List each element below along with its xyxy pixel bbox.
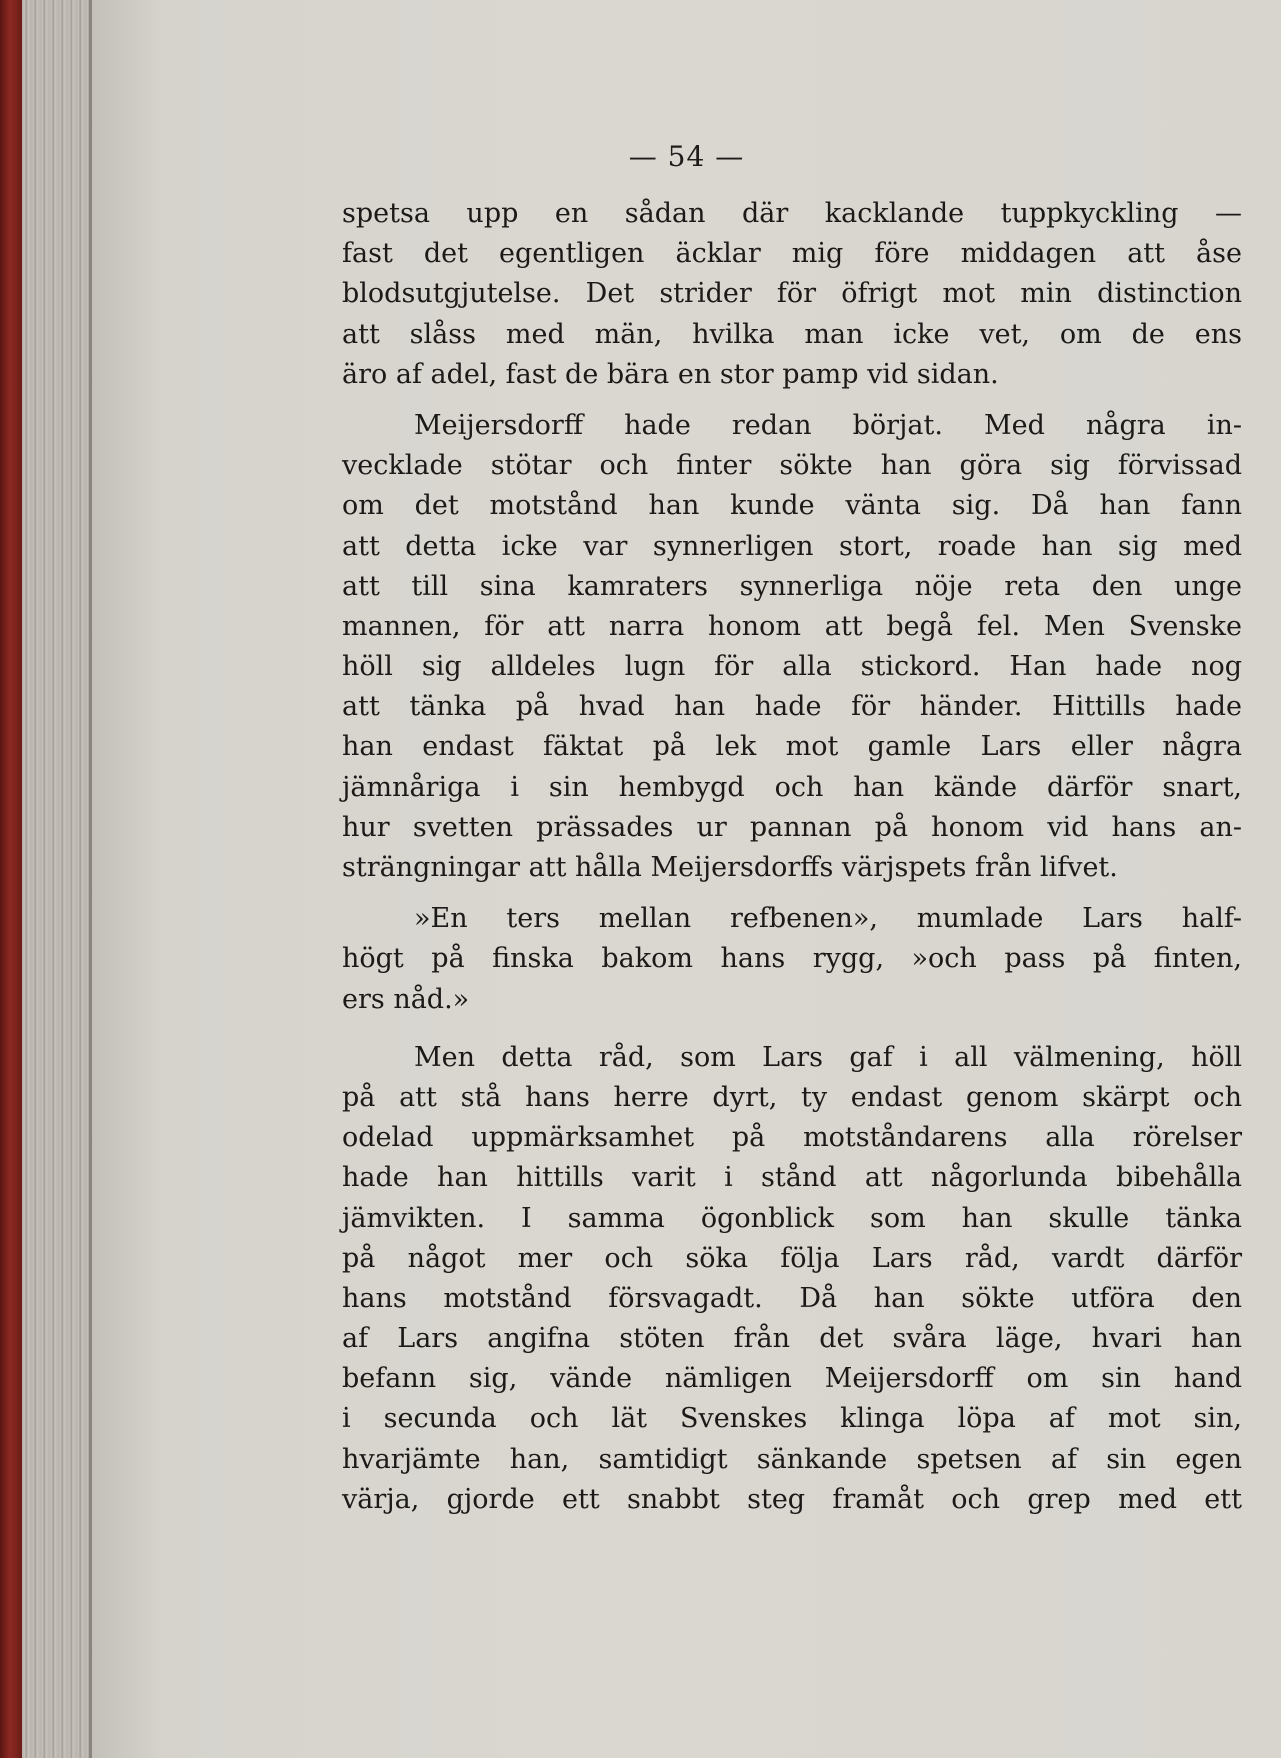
text-line: i secunda och lät Svenskes klinga löpa af mot sin, [342,1403,1242,1435]
paragraph [342,406,1242,888]
text-line: högt på finska bakom hans rygg, »och pass på finten, [342,943,1242,975]
text-line: »En ters mellan refbenen», mumlade Lars half- [414,903,1242,935]
text-line: strängningar att hålla Meijersdorffs värjspets från lifvet. [342,852,1118,883]
text-line: af Lars angifna stöten från det svåra läge, hvari han [342,1323,1242,1355]
text-line: mannen, för att narra honom att begå fel. Men Svenske [342,610,1242,642]
paragraph [342,194,1242,395]
body-text [342,194,1242,1531]
paragraph [342,899,1242,1020]
book-page [92,0,1281,1758]
text-line: fast det egentligen äcklar mig före middagen att åse [342,238,1242,270]
text-line: hade han hittills varit i stånd att någorlunda bibehålla [342,1162,1242,1194]
text-line: jämvikten. I samma ögonblick som han skulle tänka [342,1202,1242,1234]
text-line: odelad uppmärksamhet på motståndarens alla rörelser [342,1122,1242,1154]
text-line: på att stå hans herre dyrt, ty endast genom skärpt och [342,1081,1242,1113]
page-number: — 54 — [628,140,745,173]
text-line: han endast fäktat på lek mot gamle Lars eller några [342,731,1242,763]
text-line: att tänka på hvad han hade för händer. Hittills hade [342,691,1242,723]
text-line: Meijersdorff hade redan börjat. Med några in- [414,409,1242,441]
text-line: Men detta råd, som Lars gaf i all välmening, höll [414,1041,1242,1073]
text-line: befann sig, vände nämligen Meijersdorff om sin hand [342,1363,1242,1395]
text-line: hvarjämte han, samtidigt sänkande spetsen af sin egen [342,1443,1242,1475]
text-line: äro af adel, fast de bära en stor pamp vid sidan. [342,358,999,390]
text-line: värja, gjorde ett snabbt steg framåt och grep med ett [342,1483,1242,1515]
text-line: på något mer och söka följa Lars råd, vardt därför [342,1242,1242,1274]
text-line: ers nåd.» [342,983,470,1015]
text-line: blodsutgjutelse. Det strider för öfrigt mot min distinction [342,278,1242,310]
book-cover-edge [0,0,22,1758]
text-line: jämnåriga i sin hembygd och han kände därför snart, [342,771,1242,803]
page-stack-edges [22,0,92,1758]
text-line: att till sina kamraters synnerliga nöje reta den unge [342,570,1242,602]
text-line: vecklade stötar och finter sökte han göra sig förvissad [342,450,1242,482]
text-line: höll sig alldeles lugn för alla stickord. Han hade nog [342,651,1242,683]
text-line: hans motstånd försvagadt. Då han sökte utföra den [342,1282,1242,1314]
text-line: att slåss med män, hvilka man icke vet, om de ens [342,318,1242,350]
text-line: spetsa upp en sådan där kacklande tuppkyckling — [342,198,1242,229]
text-line: om det motstånd han kunde vänta sig. Då han fann [342,490,1242,522]
text-line: hur svetten prässades ur pannan på honom vid hans an- [342,811,1242,843]
paragraph [342,1038,1242,1520]
text-line: att detta icke var synnerligen stort, roade han sig med [342,530,1242,562]
